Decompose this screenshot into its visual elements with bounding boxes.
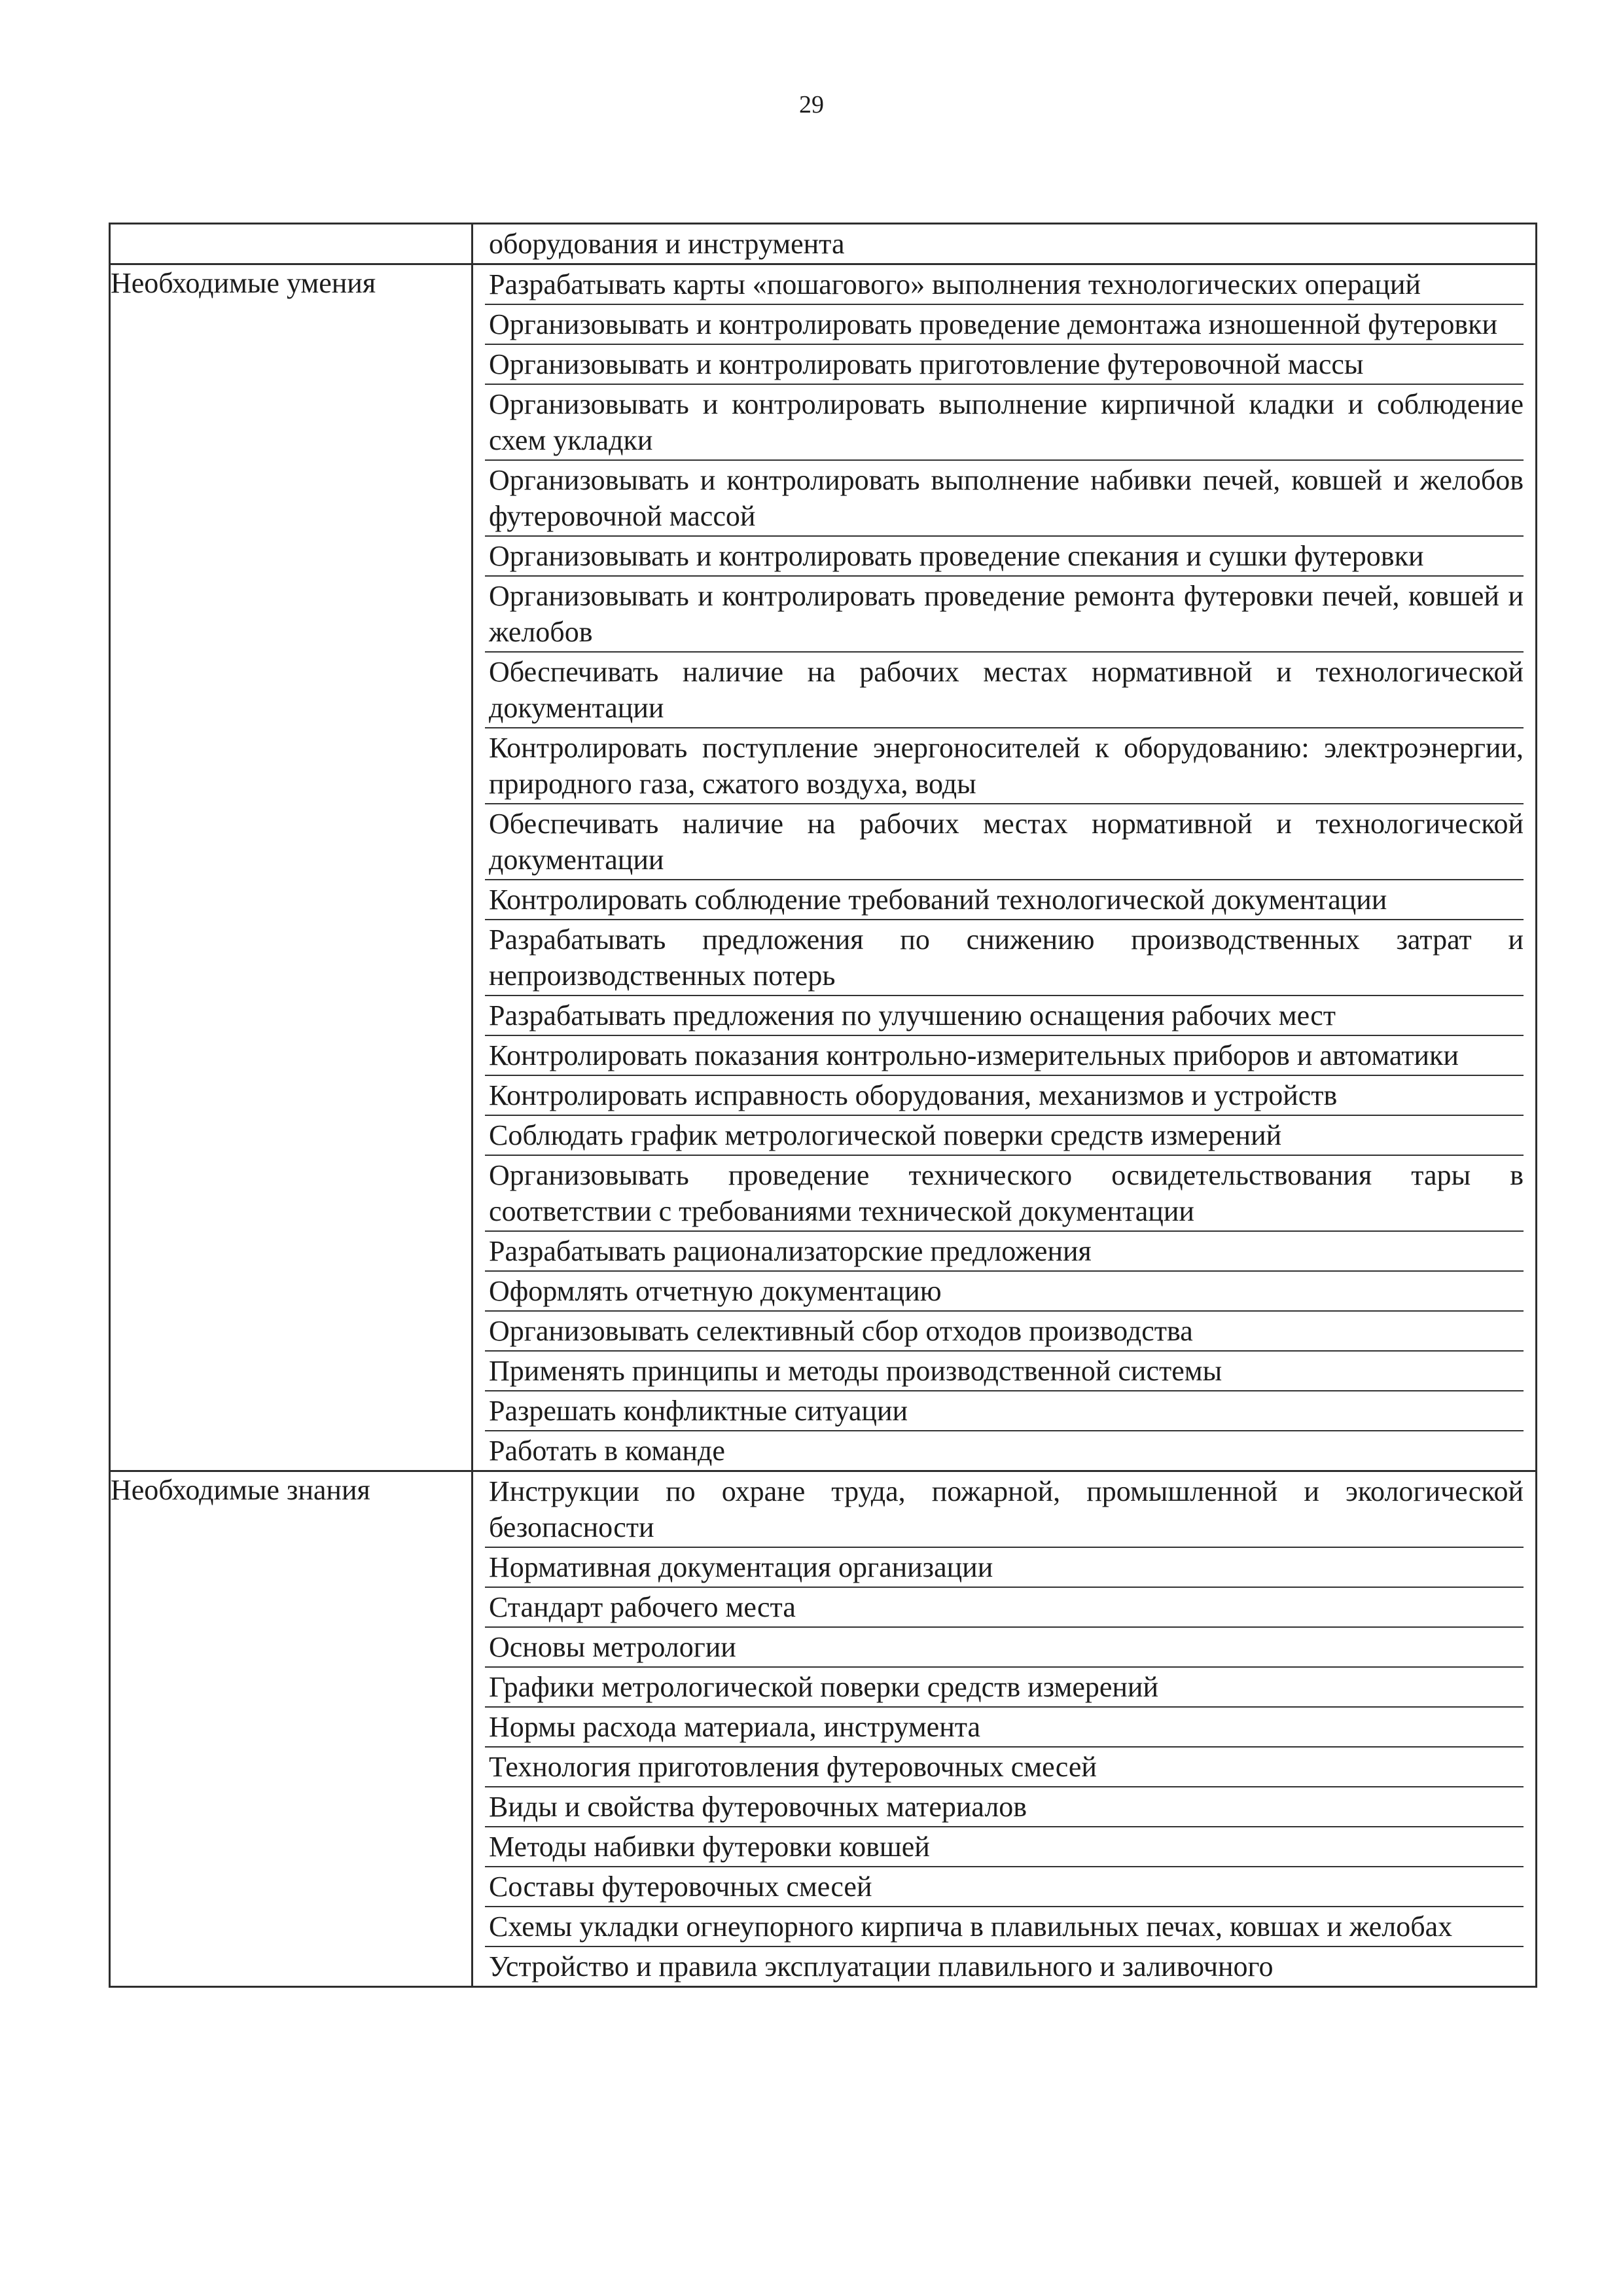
list-item: Схемы укладки огнеупорного кирпича в плавильных печах, ковшах и желобах xyxy=(485,1907,1524,1947)
list-item: Инструкции по охране труда, пожарной, промышленной и экологической безопасности xyxy=(485,1472,1524,1548)
section-label-continuation xyxy=(110,224,473,264)
page-number: 29 xyxy=(799,91,824,118)
list-item: Организовывать и контролировать проведение ремонта футеровки печей, ковшей и желобов xyxy=(485,577,1524,653)
requirements-table xyxy=(109,223,1537,1988)
list-item: Обеспечивать наличие на рабочих местах нормативной и технологической документации xyxy=(485,804,1524,880)
list-item: Технология приготовления футеровочных смесей xyxy=(485,1748,1524,1787)
list-item: Устройство и правила эксплуатации плавильного и заливочного xyxy=(489,1950,1274,1982)
list-item: Соблюдать график метрологической поверки средств измерений xyxy=(485,1116,1524,1156)
list-item: Основы метрологии xyxy=(485,1628,1524,1668)
list-item: Организовывать и контролировать проведение демонтажа изношенной футеровки xyxy=(485,305,1524,345)
list-item: Контролировать исправность оборудования, механизмов и устройств xyxy=(485,1076,1524,1116)
table-row xyxy=(110,1471,1537,1987)
list-item: Нормативная документация организации xyxy=(485,1548,1524,1588)
list-item: Составы футеровочных смесей xyxy=(485,1867,1524,1907)
list-item: Стандарт рабочего места xyxy=(485,1588,1524,1628)
table-row xyxy=(110,264,1537,1471)
list-item: Организовывать и контролировать приготовление футеровочной массы xyxy=(485,345,1524,385)
list-item: Контролировать поступление энергоносителей к оборудованию: электроэнергии, природного газа, сжатого воздуха, воды xyxy=(485,728,1524,804)
list-item: Разрабатывать рационализаторские предложения xyxy=(485,1232,1524,1272)
list-item: Оформлять отчетную документацию xyxy=(485,1272,1524,1312)
list-item: Организовывать проведение технического освидетельствования тары в соответствии с требованиями технической документации xyxy=(485,1156,1524,1232)
table-row xyxy=(110,224,1537,264)
list-item: Графики метрологической поверки средств измерений xyxy=(485,1668,1524,1708)
list-item: Методы набивки футеровки ковшей xyxy=(485,1827,1524,1867)
list-item: Разрабатывать предложения по улучшению оснащения рабочих мест xyxy=(485,996,1524,1036)
list-item: Организовывать и контролировать проведение спекания и сушки футеровки xyxy=(485,537,1524,577)
entries-continuation xyxy=(473,224,1537,264)
section-label-skills: Необходимые умения xyxy=(110,264,473,1471)
list-item: Виды и свойства футеровочных материалов xyxy=(485,1787,1524,1827)
list-item: Контролировать соблюдение требований технологической документации xyxy=(485,880,1524,920)
entries-knowledge xyxy=(473,1471,1537,1987)
list-item: Разрешать конфликтные ситуации xyxy=(485,1391,1524,1431)
list-item: Работать в команде xyxy=(489,1435,725,1467)
list-item: Разрабатывать предложения по снижению производственных затрат и непроизводственных потерь xyxy=(485,920,1524,996)
list-item: Контролировать показания контрольно-измерительных приборов и автоматики xyxy=(485,1036,1524,1076)
list-item: Организовывать селективный сбор отходов производства xyxy=(485,1312,1524,1352)
list-item: Организовывать и контролировать выполнение набивки печей, ковшей и желобов футеровочной массой xyxy=(485,461,1524,537)
section-label-knowledge: Необходимые знания xyxy=(110,1471,473,1987)
list-item: Применять принципы и методы производственной системы xyxy=(485,1352,1524,1391)
entries-skills xyxy=(473,264,1537,1471)
list-item: Нормы расхода материала, инструмента xyxy=(485,1708,1524,1748)
list-item: Разрабатывать карты «пошагового» выполнения технологических операций xyxy=(485,265,1524,305)
list-item: Обеспечивать наличие на рабочих местах нормативной и технологической документации xyxy=(485,653,1524,728)
list-item: оборудования и инструмента xyxy=(489,228,845,260)
list-item: Организовывать и контролировать выполнение кирпичной кладки и соблюдение схем укладки xyxy=(485,385,1524,461)
